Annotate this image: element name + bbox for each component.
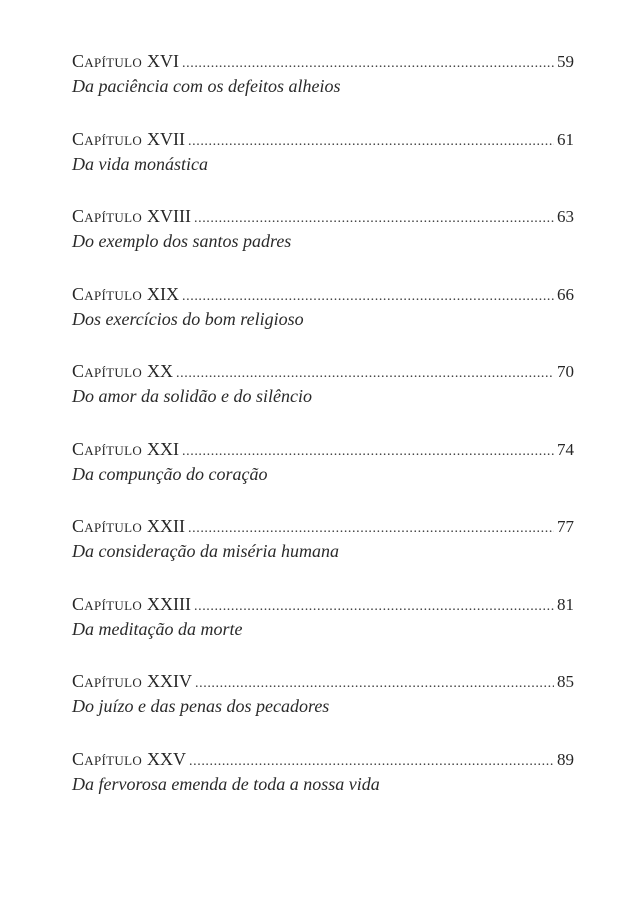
- chapter-number: XX: [147, 361, 174, 381]
- page-number: 85: [557, 672, 574, 691]
- chapter-word: Capítulo: [72, 516, 143, 536]
- page-number: 63: [557, 207, 574, 226]
- toc-entry: [72, 203, 574, 281]
- toc-entry: [72, 48, 574, 126]
- toc-entry: [72, 668, 574, 746]
- chapter-heading: [72, 436, 574, 462]
- chapter-title: Dos exercícios do bom religioso: [72, 308, 304, 329]
- toc-entry: [72, 358, 574, 436]
- chapter-heading: [72, 126, 574, 152]
- page-number: 81: [557, 594, 574, 614]
- chapter-number: XVI: [147, 51, 180, 71]
- chapter-word: Capítulo: [72, 128, 143, 149]
- chapter-word: Capítulo: [72, 671, 143, 691]
- chapter-word: Capítulo: [72, 361, 143, 381]
- chapter-number: XXIV: [147, 671, 193, 691]
- dot-leader: [182, 439, 554, 465]
- chapter-number: XIX: [147, 283, 180, 304]
- chapter-number: XVII: [147, 128, 186, 149]
- chapter-word: Capítulo: [72, 438, 143, 459]
- chapter-title: Da consideração da miséria humana: [72, 541, 339, 561]
- chapter-heading: [72, 48, 574, 74]
- chapter-heading: [72, 746, 574, 772]
- toc-entry: [72, 591, 574, 669]
- dot-leader: [188, 129, 554, 155]
- toc-entry: [72, 513, 574, 591]
- page-number: 70: [557, 362, 574, 381]
- dot-leader: [189, 749, 554, 775]
- chapter-heading: [72, 668, 574, 694]
- chapter-title: Da compunção do coração: [72, 463, 268, 484]
- page-number: 74: [557, 439, 574, 459]
- chapter-heading: [72, 513, 574, 539]
- chapter-number: XXIII: [147, 593, 191, 614]
- chapter-word: Capítulo: [72, 283, 143, 304]
- chapter-title: Da paciência com os defeitos alheios: [72, 76, 341, 96]
- chapter-number: XVIII: [147, 206, 191, 226]
- chapter-heading: [72, 591, 574, 617]
- chapter-heading: [72, 358, 574, 384]
- chapter-number: XXV: [147, 748, 187, 769]
- chapter-title: Do juízo e das penas dos pecadores: [72, 696, 330, 716]
- chapter-heading: [72, 281, 574, 307]
- page-number: 77: [557, 517, 574, 536]
- dot-leader: [194, 594, 554, 620]
- page-number: 59: [557, 52, 574, 71]
- toc-entry: [72, 126, 574, 204]
- chapter-title: Da meditação da morte: [72, 618, 243, 639]
- chapter-word: Capítulo: [72, 51, 143, 71]
- chapter-word: Capítulo: [72, 748, 143, 769]
- table-of-contents: [72, 48, 574, 823]
- chapter-title: Do exemplo dos santos padres: [72, 231, 292, 251]
- chapter-title: Da fervorosa emenda de toda a nossa vida: [72, 773, 380, 794]
- chapter-word: Capítulo: [72, 206, 143, 226]
- chapter-number: XXI: [147, 438, 180, 459]
- chapter-number: XXII: [147, 516, 186, 536]
- page-number: 66: [557, 284, 574, 304]
- toc-entry: [72, 436, 574, 514]
- chapter-word: Capítulo: [72, 593, 143, 614]
- toc-entry: [72, 281, 574, 359]
- chapter-title: Do amor da solidão e do silêncio: [72, 386, 312, 406]
- chapter-title: Da vida monástica: [72, 153, 208, 174]
- page-number: 61: [557, 129, 574, 149]
- chapter-heading: [72, 203, 574, 229]
- dot-leader: [182, 284, 554, 310]
- page-number: 89: [557, 749, 574, 769]
- toc-entry: [72, 746, 574, 824]
